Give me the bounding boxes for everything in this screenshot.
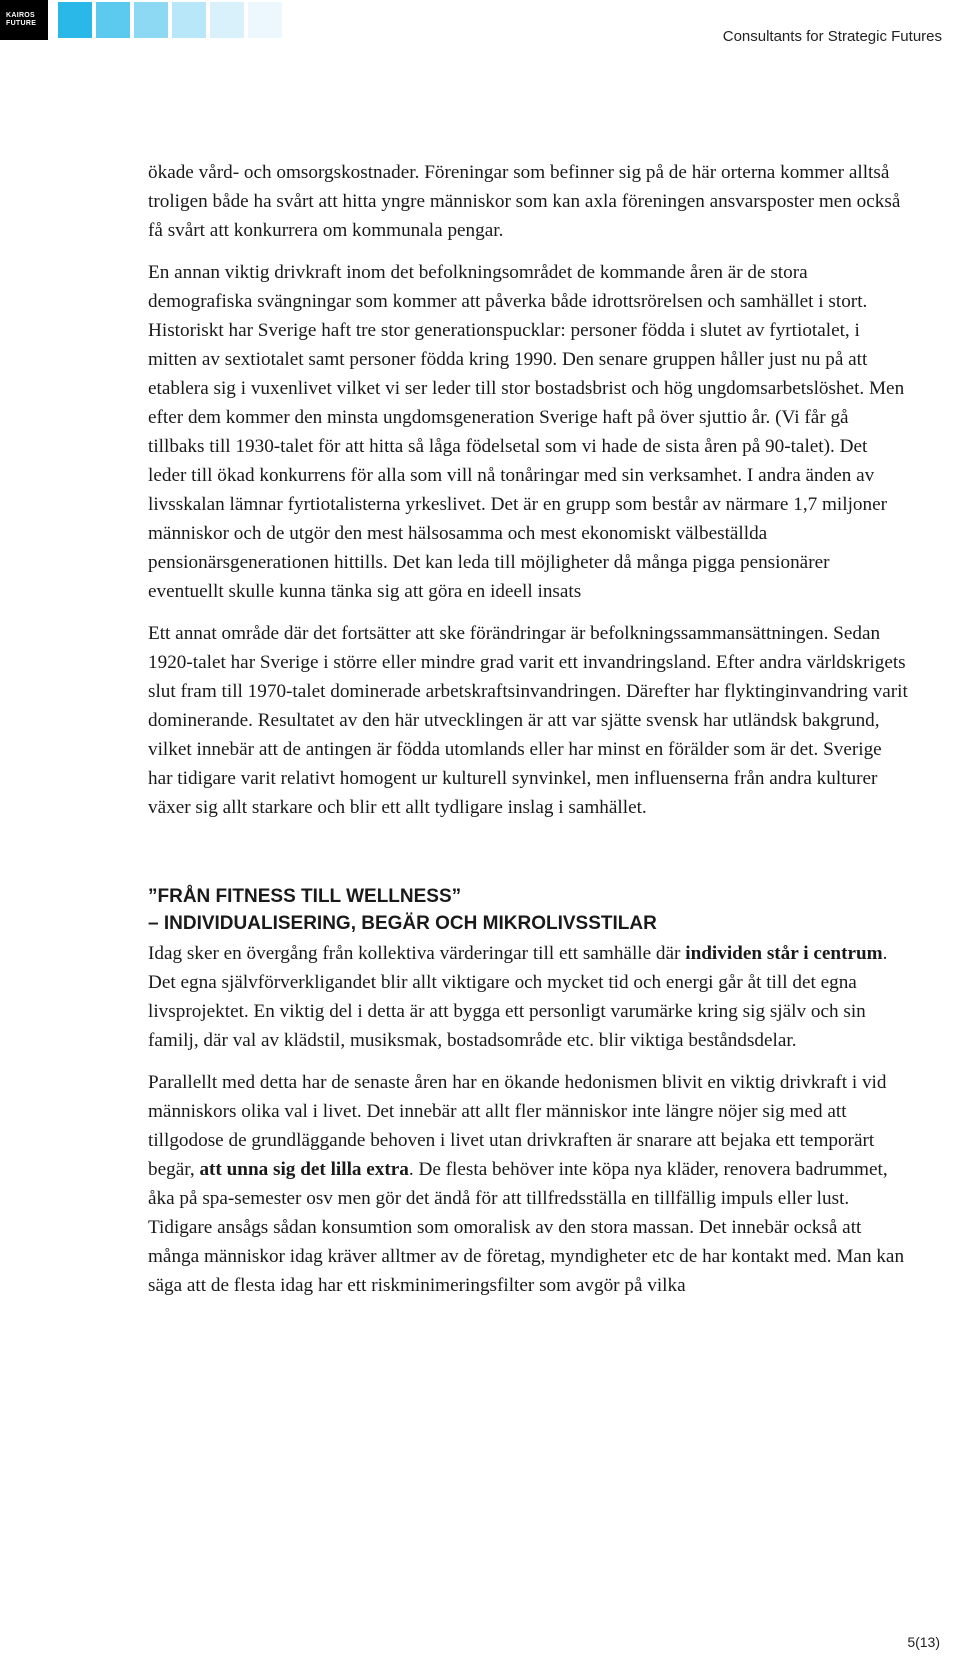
paragraph-5-emphasis: att unna sig det lilla extra <box>199 1159 409 1180</box>
paragraph-2: En annan viktig drivkraft inom det befolkningsområdet de kommande åren är de stora demografiska svängningar som kommer att påverka både idrottsrörelsen och samhället i stort. Historiskt har Sverige haft tre stor generationspucklar: personer födda i slutet av fyrtiotalet, i mitten av sextiotalet samt personer födda kring 1990. Den senare gruppen håller just nu på att etablera sig i vuxenlivet vilket vi ser leder till stor bostadsbrist och hög ungdomsarbetslöshet. Men efter dem kommer den minsta ungdomsgeneration Sverige haft på över sjuttio år. (Vi får gå tillbaks till 1930-talet för att hitta så låga födelsetal som vi hade de sista åren på 90-talet). Det leder till ökad konkurrens för alla som vill nå tonåringar med sin verksamhet. I andra änden av livsskalan lämnar fyrtiotalisterna yrkeslivet. Det är en grupp som består av närmare 1,7 miljoner människor och de utgör den mest hälsosamma och mest ekonomiskt välbeställda pensionärsgenerationen hittills. Det kan leda till möjligheter då många pigga pensionärer eventuellt skulle kunna tänka sig att göra en ideell insats <box>148 262 905 602</box>
page-number: 5(13) <box>907 1634 940 1650</box>
paragraph-5-text-c: . De flesta behöver inte köpa nya kläder, renovera badrummet, åka på spa-semester osv men gör det ändå för att tillfredsställa en tillfällig impuls eller lust. Tidigare ansågs sådan konsumtion som omoralisk av den stora massan. Det innebär också att många människor idag kräver alltmer av de företag, myndigheter etc de har kontakt med. Man kan säga att de flesta idag har ett riskminimeringsfilter som avgör på vilka <box>148 1159 905 1296</box>
paragraph-1: ökade vård- och omsorgskostnader. Föreningar som befinner sig på de här orterna kommer alltså troligen både ha svårt att hitta yngre människor som kan axla föreningen ansvarsposter men också få svårt att konkurrera om kommunala pengar. <box>148 162 901 241</box>
accent-square-5 <box>210 2 244 38</box>
header-tagline: Consultants for Strategic Futures <box>722 28 942 45</box>
paragraph-5 <box>148 1068 908 1300</box>
accent-square-4 <box>172 2 206 38</box>
kairos-future-logo <box>0 0 48 40</box>
document-body <box>148 158 908 1313</box>
accent-square-3 <box>134 2 168 38</box>
accent-square-2 <box>96 2 130 38</box>
logo-line-1: KAIROS <box>6 12 36 19</box>
paragraph-4-text-c: . Det egna självförverkligandet blir allt viktigare och mycket tid och energi går åt till det egna livsprojektet. En viktig del i detta är att bygga ett personligt varumärke kring sig själv och sin familj, där val av klädstil, musiksmak, bostadsområde etc. blir viktiga beståndsdelar. <box>148 943 888 1051</box>
page-header <box>0 0 960 60</box>
paragraph-4 <box>148 939 908 1055</box>
accent-square-6 <box>248 2 282 38</box>
paragraph-4-emphasis: individen står i centrum <box>685 943 883 964</box>
logo-line-2: FUTURE <box>6 20 37 27</box>
paragraph-4-text-a: Idag sker en övergång från kollektiva värderingar till ett samhälle där <box>148 943 686 964</box>
section-heading-title: ”FRÅN FITNESS TILL WELLNESS” <box>148 886 462 907</box>
section-heading-subtitle: – INDIVIDUALISERING, BEGÄR OCH MIKROLIVSSTILAR <box>148 913 657 934</box>
accent-square-1 <box>58 2 92 38</box>
paragraph-5-text-a: Parallellt med detta har de senaste åren har en ökande hedonismen blivit en viktig drivkraft i vid människors olika val i livet. Det innebär att allt fler människor inte längre nöjer sig med att tillgodose de grundläggande behoven i livet utan drivkraften är snarare att bejaka ett temporärt begär, <box>148 1072 887 1180</box>
paragraph-3: Ett annat område där det fortsätter att ske förändringar är befolkningssammansättningen. Sedan 1920-talet har Sverige i större eller mindre grad varit ett invandringsland. Efter andra världskrigets slut fram till 1970-talet dominerade arbetskraftsinvandringen. Därefter har flyktinginvandring varit dominerande. Resultatet av den här utvecklingen är att var sjätte svensk har utländsk bakgrund, vilket innebär att de antingen är födda utomlands eller har minst en förälder som är det. Sverige har tidigare varit relativt homogent ur kulturell synvinkel, men influenserna från andra kulturer växer sig allt starkare och blir ett allt tydligare inslag i samhället. <box>148 623 908 818</box>
